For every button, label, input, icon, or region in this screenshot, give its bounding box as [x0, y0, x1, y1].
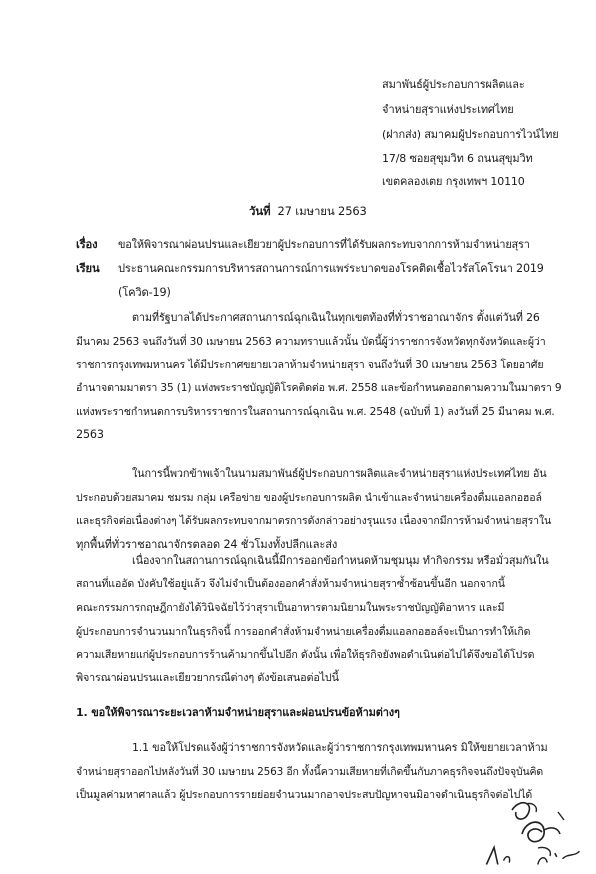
- subject-label: เรื่อง: [76, 238, 98, 251]
- signature-scribble-icon: [478, 836, 588, 874]
- paragraph-line: แห่งพระราชกำหนดการบริหารราชการในสถานการณ์ฉุกเฉิน พ.ศ. 2548 (ฉบับที่ 1) ลงวันที่ 25 มีนาคม พ.ศ.: [76, 406, 555, 418]
- paragraph-line: ในการนี้พวกข้าพเจ้าในนามสมาพันธ์ผู้ประกอบการผลิตและจำหน่ายสุราแห่งประเทศไทย อัน: [132, 467, 547, 480]
- paragraph-line: ทุกพื้นที่ทั่วราชอาณาจักรตลอด 24 ชั่วโมงทั้งปลีกและส่ง: [76, 538, 338, 551]
- paragraph-line: ความเสียหายแก่ผู้ประกอบการร้านค้ามากขึ้นไปอีก ดังนั้น เพื่อให้ธุรกิจยังพอดำเนินต่อไปได้จึงขอได้โปรด: [76, 649, 535, 661]
- paragraph-line: ราชการกรุงเทพมหานคร ได้มีประกาศขยายเวลาห้ามจำหน่ายสุรา จนถึงวันที่ 30 เมษายน 2563 โดยอาศัย: [76, 359, 544, 371]
- paragraph-line: มีนาคม 2563 จนถึงวันที่ 30 เมษายน 2563 ความทราบแล้วนั้น บัดนี้ผู้ว่าราชการจังหวัดทุกจังหวัดและผู้ว่า: [76, 336, 546, 348]
- section-line: 1.1 ขอให้โปรดแจ้งผู้ว่าราชการจังหวัดและผู้ว่าราชการกรุงเทพมหานคร มิให้ขยายเวลาห้าม: [132, 741, 548, 754]
- recipient-label: เรียน: [76, 262, 100, 275]
- sender-line: จำหน่ายสุราแห่งประเทศไทย: [382, 103, 514, 116]
- paragraph-line: 2563: [76, 428, 104, 441]
- paragraph-line: เนื่องจากในสถานการณ์ฉุกเฉินนี้มีการออกข้อกำหนดห้ามชุมนุม ทำกิจกรรม หรือมั่วสุมกันใน: [132, 554, 549, 567]
- recipient-line: (โควิด-19): [118, 286, 171, 299]
- date-label: วันที่: [249, 204, 271, 218]
- date-value: 27 เมษายน 2563: [277, 204, 367, 218]
- subject-text: ขอให้พิจารณาผ่อนปรนและเยียวยาผู้ประกอบการที่ได้รับผลกระทบจากการห้ามจำหน่ายสุรา: [118, 238, 530, 251]
- date-line: [249, 204, 367, 218]
- sender-line: สมาพันธ์ผู้ประกอบการผลิตและ: [382, 78, 525, 91]
- paragraph-line: ผู้ประกอบการจำนวนมากในธุรกิจนี้ การออกคำสั่งห้ามจำหน่ายเครื่องดื่มแอลกอฮอล์จะเป็นการทำให้เกิด: [76, 626, 531, 638]
- section-line: เป็นมูลค่ามหาศาลแล้ว ผู้ประกอบการรายย่อยจำนวนมากอาจประสบปัญหาจนมิอาจดำเนินธุรกิจต่อไปได้: [76, 789, 533, 801]
- paragraph-line: และธุรกิจต่อเนื่องต่างๆ ได้รับผลกระทบจากมาตรการดังกล่าวอย่างรุนแรง เนื่องจากมีการห้ามจำหน่ายสุราใน: [76, 515, 552, 527]
- paragraph-line: ประกอบด้วยสมาคม ชมรม กลุ่ม เครือข่าย ของผู้ประกอบการผลิต นำเข้าและจำหน่ายเครื่องดื่มแอลกอฮอล์: [76, 492, 542, 504]
- sender-line: เขตคลองเตย กรุงเทพฯ 10110: [382, 175, 525, 188]
- section-line: จำหน่ายสุราออกไปหลังวันที่ 30 เมษายน 2563 อีก ทั้งนี้ความเสียหายที่เกิดขึ้นกับภาคธุรกิจจนถึงปัจจุบันคิด: [76, 766, 544, 778]
- paragraph-line: ตามที่รัฐบาลได้ประกาศสถานการณ์ฉุกเฉินในทุกเขตท้องที่ทั่วราชอาณาจักร ตั้งแต่วันที่ 26: [132, 311, 540, 324]
- sender-line: (ฝากส่ง) สมาคมผู้ประกอบการไวน์ไทย: [382, 128, 559, 141]
- paragraph-line: พิจารณาผ่อนปรนและเยียวยากรณีต่างๆ ดังข้อเสนอต่อไปนี้: [76, 671, 339, 684]
- paragraph-line: คณะกรรมการกฤษฎีกายังได้วินิจฉัยไว้ว่าสุราเป็นอาหารตามนิยามในพระราชบัญญัติอาหาร และมี: [76, 602, 505, 614]
- paragraph-line: อำนาจตามมาตรา 35 (1) แห่งพระราชบัญญัติโรคติดต่อ พ.ศ. 2558 และข้อกำหนดออกตามความในมาตรา 9: [76, 382, 562, 394]
- sender-line: 17/8 ซอยสุขุมวิท 6 ถนนสุขุมวิท: [382, 152, 533, 165]
- recipient-line: ประธานคณะกรรมการบริหารสถานการณ์การแพร่ระบาดของโรคติดเชื้อไวรัสโคโรนา 2019: [118, 262, 544, 275]
- paragraph-line: สถานที่แออัด บังคับใช้อยู่แล้ว จึงไม่จำเป็นต้องออกคำสั่งห้ามจำหน่ายสุราซ้ำซ้อนขึ้นอีก นอกจากนี้: [76, 578, 505, 590]
- section-heading: 1. ขอให้พิจารณาระยะเวลาห้ามจำหน่ายสุราและผ่อนปรนข้อห้ามต่างๆ: [76, 706, 400, 719]
